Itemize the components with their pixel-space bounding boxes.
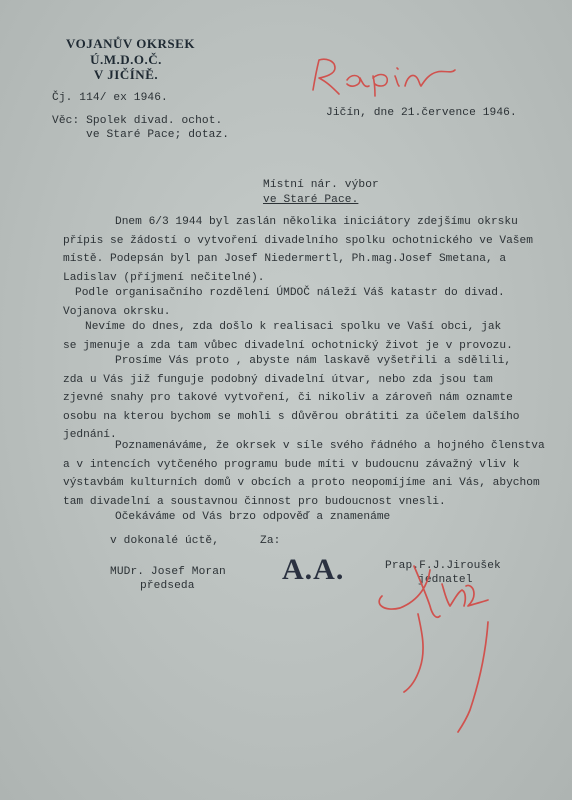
body-line: místě. Podepsán byl pan Josef Niedermertl, Ph.mag.Josef Smetana, a bbox=[63, 253, 507, 265]
body-line: jednání. bbox=[63, 429, 117, 441]
body-paragraph-5 bbox=[63, 437, 545, 511]
body-line: Nevíme do dnes, zda došlo k realisaci spolku ve Vaší obci, jak bbox=[85, 321, 502, 333]
body-line: Poznamenáváme, že okrsek v síle svého řádného a hojného členstva bbox=[115, 440, 545, 452]
closing-salutation: v dokonalé úctě, bbox=[110, 535, 220, 547]
subject-line-1: Věc: Spolek divad. ochot. bbox=[52, 115, 223, 127]
handwritten-signature-red bbox=[370, 560, 510, 740]
recipient-line-2: ve Staré Pace. bbox=[263, 194, 359, 206]
body-paragraph-3 bbox=[63, 318, 533, 355]
org-name: VOJANŮV OKRSEK bbox=[66, 36, 195, 51]
body-line: osobu na kterou bychom se mohli s důvěrou obrátiti za účelem dalšího bbox=[63, 410, 520, 423]
body-paragraph-4 bbox=[63, 352, 533, 445]
signatory-right-role: jednatel bbox=[418, 574, 473, 586]
body-line: Dnem 6/3 1944 byl zaslán několika iniciátory zdejšímu okrsku bbox=[115, 216, 518, 228]
body-paragraph-6 bbox=[63, 508, 533, 527]
body-paragraph-1 bbox=[63, 213, 533, 287]
body-line: Ladislav (příjmení nečitelné). bbox=[63, 271, 265, 284]
subject-line-2: ve Staré Pace; dotaz. bbox=[86, 129, 230, 141]
body-line: Prosíme Vás proto , abyste nám laskavě vyšetřili a sdělili, bbox=[115, 355, 512, 367]
reference-number: Čj. 114/ ex 1946. bbox=[52, 92, 168, 104]
recipient-line-1: Místní nár. výbor bbox=[263, 179, 379, 191]
body-line: Očekáváme od Vás brzo odpověď a znamenáme bbox=[115, 511, 391, 523]
body-line: zda u Vás již funguje podobný divadelní útvar, nebo zda jsou tam bbox=[63, 373, 493, 386]
handwritten-annotation-top bbox=[305, 50, 465, 100]
body-line: přípis se žádostí o vytvoření divadelního spolku ochotnického ve Vašem bbox=[63, 234, 533, 247]
signatory-initials: A.A. bbox=[282, 553, 345, 586]
signatory-left-name: MUDr. Josef Moran bbox=[110, 566, 226, 578]
org-abbreviation: Ú.M.D.O.Č. bbox=[90, 52, 162, 67]
body-line: zjevné snahy pro takové vytvoření, či nikoliv a zároveň nám oznamte bbox=[63, 392, 513, 404]
place-date: Jičín, dne 21.července 1946. bbox=[326, 107, 517, 119]
org-city: V JIČÍNĚ. bbox=[93, 67, 159, 82]
body-line: tam divadelní a soustavnou činnost pro budoucnost vnesli. bbox=[63, 495, 446, 508]
closing-za: Za: bbox=[260, 535, 281, 547]
signatory-left-role: předseda bbox=[140, 580, 195, 592]
body-line: Vojanova okrsku. bbox=[63, 305, 171, 318]
body-line: Podle organisačního rozdělení ÚMDOČ náleží Váš katastr do divad. bbox=[75, 287, 505, 299]
body-line: a v intencích vytčeného programu bude míti v budoucnu závažný vliv k bbox=[63, 458, 520, 471]
body-line: se jmenuje a zda tam vůbec divadelní ochotnický život je v provozu. bbox=[63, 339, 513, 352]
signatory-right-name: Prap.F.J.Jiroušek bbox=[385, 560, 501, 572]
body-line: výstavbám kulturních domů v obcích a proto neopomíjíme ani Vás, abychom bbox=[63, 477, 540, 489]
body-paragraph-2 bbox=[63, 284, 533, 321]
